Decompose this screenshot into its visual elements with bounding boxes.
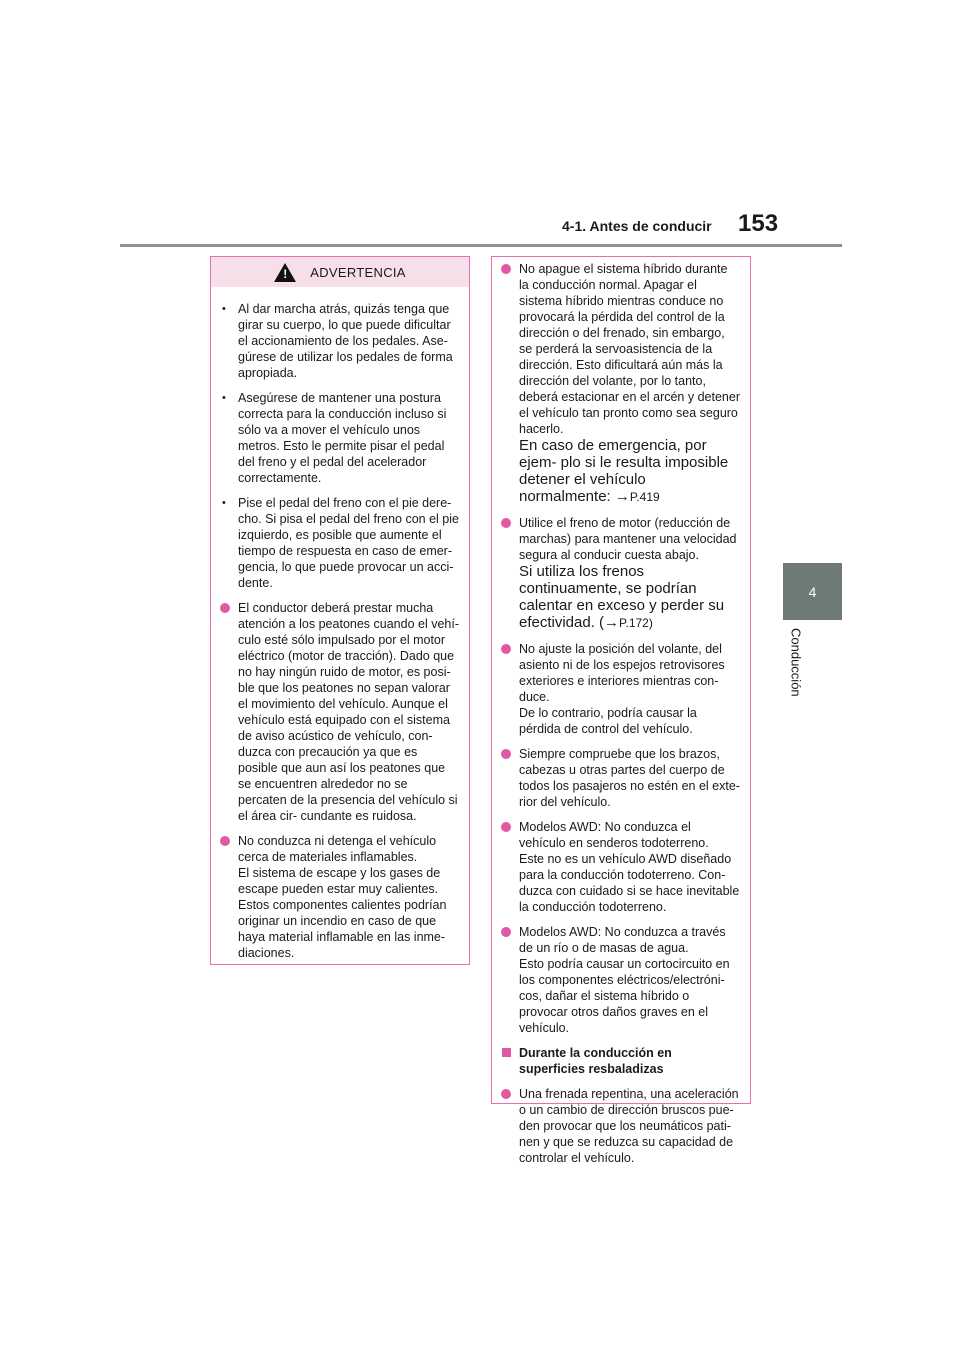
brakes-text: Si utiliza los frenos continuamente, se podrían calentar en exceso y perder su efectividad. (→	[519, 563, 725, 631]
page-reference-link[interactable]: P.172)	[619, 616, 653, 630]
page-reference-link[interactable]: P.419	[629, 490, 660, 504]
chapter-label: Conducción	[788, 628, 804, 697]
chapter-label-wrap	[780, 628, 812, 708]
emergency-note	[519, 437, 740, 506]
item-text: Utilice el freno de motor (reducción de marchas) para mantener una velocidad segura al conducir cuesta abajo.	[519, 516, 737, 562]
list-item: Modelos AWD: No conduzca el vehículo en senderos todoterreno. Este no es un vehículo AWD diseñado para la conducción todoterreno. Con- duzca con cuidado si se hace inevitable la conducción todoterreno.	[501, 819, 740, 915]
list-item	[501, 515, 740, 632]
brakes-note	[519, 563, 740, 632]
warning-triangle-icon: !	[274, 263, 296, 282]
warning-dot-item: El conductor deberá prestar mucha atención a los peatones cuando el vehí- culo esté sólo impulsado por el motor eléctrico (motor de tracción). Dado que no hay ningún ruido de motor, es posi- ble que los peatones no sepan valorar el movimiento del vehículo. Aunque el vehículo está equipado con el sistema de aviso acústico de vehículo, con- duzca con precaución ya que es posible que aun así los peatones que se encuentren alrededor no se percaten de la presencia del vehículo si el área cir- cundante es ruidosa.	[220, 600, 459, 824]
list-item: No ajuste la posición del volante, del asiento ni de los espejos retrovisores exteriores e interiores mientras con- duce. De lo contrario, podría causar la pérdida de control del vehículo.	[501, 641, 740, 737]
emergency-text: En caso de emergencia, por ejem- plo si le resulta imposible detener el vehículo normalmente: →	[519, 437, 729, 505]
warning-box-continued	[491, 256, 751, 1165]
warning-item: • Al dar marcha atrás, quizás tenga que girar su cuerpo, lo que puede dificultar el accionamiento de los pedales. Ase- gúrese de utilizar los pedales de forma apropiada.	[220, 301, 459, 381]
list-item: Siempre compruebe que los brazos, cabezas u otras partes del cuerpo de todos los pasajeros no estén en el exte- rior del vehículo.	[501, 746, 740, 810]
warning-title: ADVERTENCIA	[310, 264, 406, 280]
page-number: 153	[738, 210, 779, 237]
section-title: 4-1. Antes de conducir	[562, 218, 712, 234]
warning-item: • Pise el pedal del freno con el pie dere- cho. Si pisa el pedal del freno con el pie izquierdo, es posible que aumente el tiempo de respuesta en caso de emer- gencia, lo que puede provocar un acci- dente.	[220, 495, 459, 591]
chapter-tab[interactable]	[783, 563, 842, 620]
subheading: Durante la conducción en superficies resbaladizas	[501, 1045, 740, 1077]
list-item: Modelos AWD: No conduzca a través de un río o de masas de agua. Esto podría causar un cortocircuito en los componentes eléctricos/electróni- cos, dañar el sistema híbrido o provocar otros daños graves en el vehículo.	[501, 924, 740, 1036]
warning-box	[210, 256, 470, 965]
list-item: Una frenada repentina, una aceleración o un cambio de dirección bruscos pue- den provocar que los neumáticos pati- nen y que se reduzca su capacidad de controlar el vehículo.	[501, 1086, 740, 1166]
chapter-number: 4	[808, 583, 817, 600]
warning-dot-item: No conduzca ni detenga el vehículo cerca de materiales inflamables. El sistema de escape y los gases de escape pueden estar muy calientes. Estos componentes calientes podrían originar un incendio en caso de que haya material inflamable en las inme- diaciones.	[220, 833, 459, 961]
warning-header	[211, 257, 469, 287]
warning-item: • Asegúrese de mantener una postura correcta para la conducción incluso si sólo va a mover el vehículo unos metros. Esto le permite pisar el pedal del freno y el pedal del acelerador correctamente.	[220, 390, 459, 486]
list-item	[501, 261, 740, 506]
item-text: No apague el sistema híbrido durante la conducción normal. Apagar el sistema híbrido mientras conduce no provocará la pérdida del control de la dirección o del frenado, sin embargo, se perderá la servoasistencia de la dirección. Esto dificultará aún más la dirección del volante, por lo tanto, deberá estacionar en el arcén y detener el vehículo tan pronto como sea seguro hacerlo.	[519, 262, 740, 436]
header-divider	[120, 244, 842, 247]
